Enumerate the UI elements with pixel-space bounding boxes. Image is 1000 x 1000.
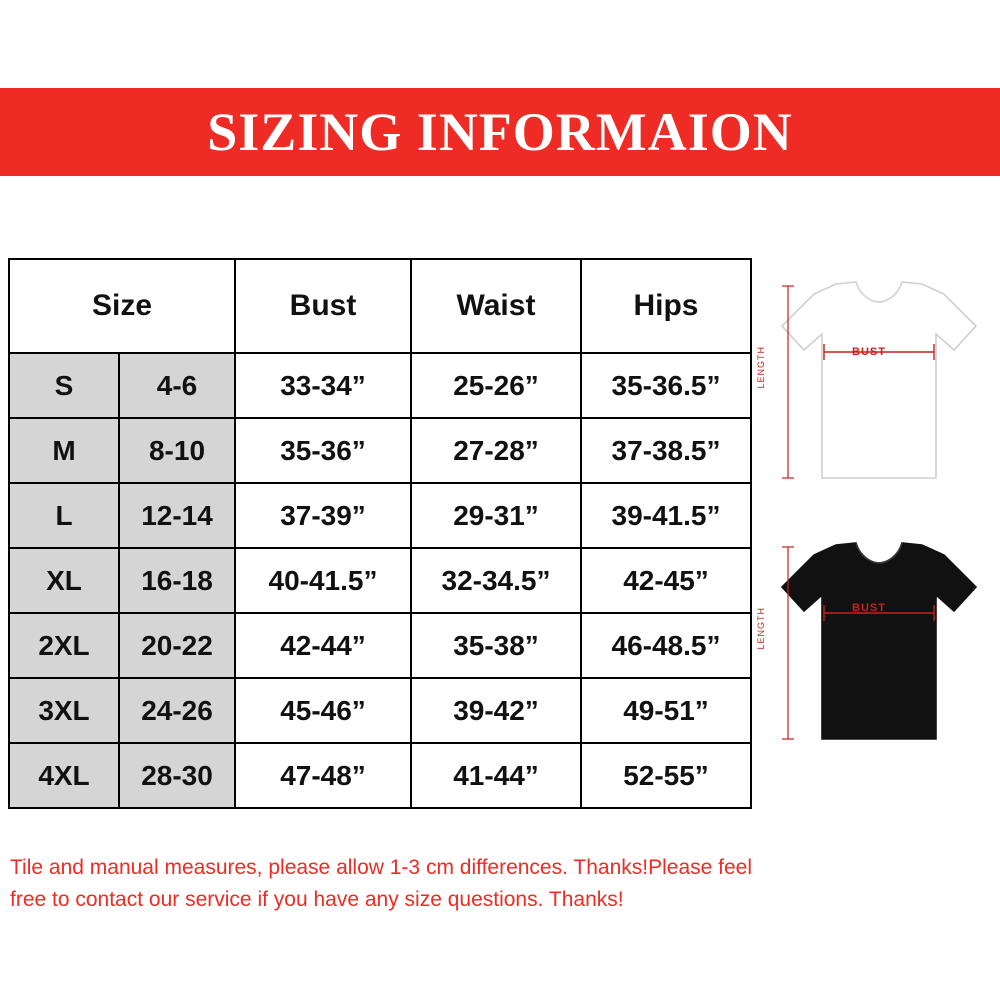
cell-size: 3XL [9,678,119,743]
cell-waist: 29-31” [411,483,581,548]
cell-bust: 40-41.5” [235,548,411,613]
cell-waist: 25-26” [411,353,581,418]
table-header-row [9,259,751,353]
column-header-hips: Hips [581,259,751,353]
cell-numeric-size: 20-22 [119,613,235,678]
table-row [9,678,751,743]
cell-numeric-size: 4-6 [119,353,235,418]
table-row [9,418,751,483]
column-header-waist: Waist [411,259,581,353]
cell-waist: 27-28” [411,418,581,483]
cell-size: L [9,483,119,548]
cell-size: 2XL [9,613,119,678]
black-shirt-length-label: LENGTH [756,607,766,650]
cell-bust: 35-36” [235,418,411,483]
cell-bust: 42-44” [235,613,411,678]
cell-size: M [9,418,119,483]
cell-waist: 35-38” [411,613,581,678]
measurement-diagrams [756,268,994,790]
table-row [9,743,751,808]
cell-hips: 42-45” [581,548,751,613]
table-row [9,353,751,418]
black-tshirt-icon [774,529,984,769]
cell-hips: 39-41.5” [581,483,751,548]
size-chart-table [8,258,752,809]
column-header-bust: Bust [235,259,411,353]
cell-hips: 46-48.5” [581,613,751,678]
cell-numeric-size: 28-30 [119,743,235,808]
white-shirt-length-label: LENGTH [756,346,766,389]
white-tshirt-icon [774,268,984,508]
page-title: SIZING INFORMAION [207,102,793,162]
cell-size: 4XL [9,743,119,808]
cell-hips: 37-38.5” [581,418,751,483]
table-row [9,613,751,678]
sizing-banner [0,88,1000,176]
column-header-size: Size [9,259,235,353]
black-shirt-diagram [756,529,994,772]
size-chart-table-wrapper [8,258,750,809]
cell-hips: 35-36.5” [581,353,751,418]
cell-size: S [9,353,119,418]
table-row [9,483,751,548]
cell-numeric-size: 24-26 [119,678,235,743]
cell-hips: 52-55” [581,743,751,808]
cell-size: XL [9,548,119,613]
table-row [9,548,751,613]
cell-bust: 45-46” [235,678,411,743]
cell-bust: 33-34” [235,353,411,418]
cell-waist: 32-34.5” [411,548,581,613]
cell-bust: 37-39” [235,483,411,548]
disclaimer-line-2: free to contact our service if you have any size questions. Thanks! [10,888,624,911]
white-shirt-diagram [756,268,994,511]
cell-waist: 39-42” [411,678,581,743]
white-shirt-bust-label: BUST [852,346,886,358]
disclaimer-note [10,852,910,916]
cell-numeric-size: 16-18 [119,548,235,613]
black-shirt-bust-label: BUST [852,602,886,614]
disclaimer-line-1: Tile and manual measures, please allow 1-3 cm differences. Thanks!Please feel [10,856,753,879]
cell-bust: 47-48” [235,743,411,808]
cell-numeric-size: 12-14 [119,483,235,548]
cell-waist: 41-44” [411,743,581,808]
cell-numeric-size: 8-10 [119,418,235,483]
cell-hips: 49-51” [581,678,751,743]
